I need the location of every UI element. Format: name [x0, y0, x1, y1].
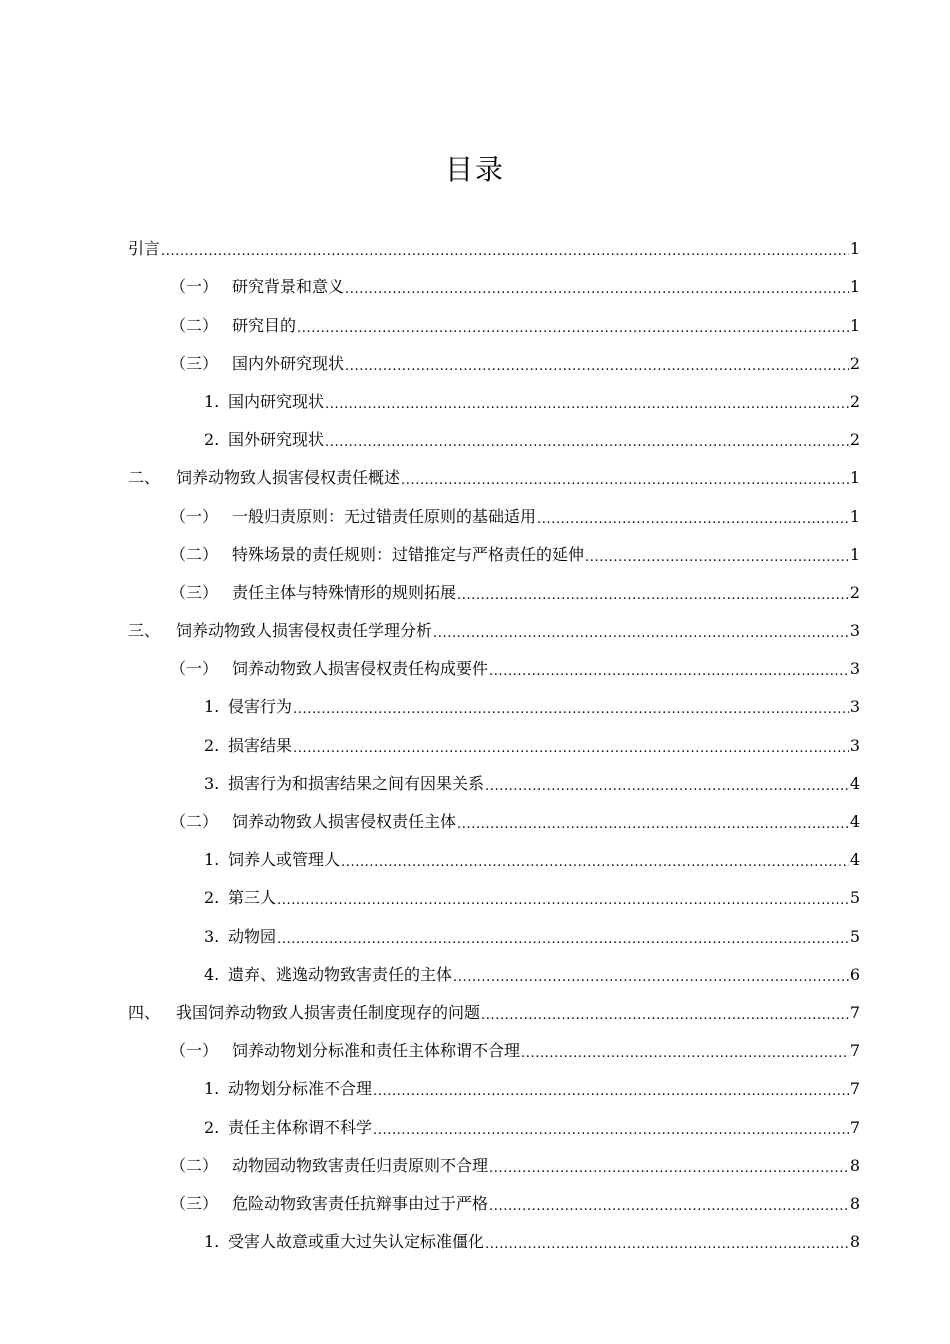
toc-entry-title: 饲养动物致人损害侵权责任主体 — [232, 812, 457, 831]
toc-entry-number: （三） — [170, 353, 219, 373]
toc-entry-page-number: 7 — [849, 1041, 860, 1061]
toc-entry-number: （二） — [170, 812, 219, 831]
toc-entry-title: 我国饲养动物致人损害责任制度现存的问题 — [176, 1002, 481, 1022]
toc-entry-page-number: 6 — [849, 964, 860, 984]
toc-dot-leader — [585, 544, 849, 566]
toc-entry-number: 2. — [204, 735, 220, 755]
toc-entry-title: 研究目的 — [232, 315, 297, 335]
toc-entry-number: 1. — [204, 697, 220, 717]
toc-entry-page-number: 1 — [849, 544, 860, 564]
toc-dot-leader — [457, 811, 849, 833]
toc-entry[interactable] — [128, 566, 860, 604]
toc-entry[interactable] — [128, 909, 860, 947]
table-of-contents — [128, 222, 860, 1253]
toc-entry-number: 2. — [204, 1117, 220, 1137]
toc-entry-title: 饲养动物致人损害侵权责任学理分析 — [176, 621, 433, 641]
toc-dot-leader — [345, 353, 849, 375]
toc-entry-number: （一） — [170, 506, 219, 526]
toc-entry-title: 饲养人或管理人 — [228, 850, 341, 870]
toc-entry[interactable] — [128, 1024, 860, 1062]
toc-entry-title: 动物园动物致害责任归责原则不合理 — [232, 1155, 489, 1175]
toc-entry-number: （一） — [170, 659, 219, 679]
toc-entry-number: 四、 — [128, 1002, 161, 1022]
toc-dot-leader — [521, 1040, 849, 1062]
toc-entry[interactable] — [128, 871, 860, 909]
toc-entry-title: 动物划分标准不合理 — [228, 1079, 373, 1099]
toc-entry-page-number: 7 — [849, 1079, 860, 1099]
toc-entry-page-number: 8 — [849, 1232, 860, 1252]
toc-dot-leader — [297, 315, 849, 337]
toc-entry[interactable] — [128, 298, 860, 336]
toc-dot-leader — [481, 1002, 849, 1024]
toc-entry-page-number: 4 — [849, 850, 860, 870]
toc-entry[interactable] — [128, 948, 860, 986]
toc-entry-title: 特殊场景的责任规则：过错推定与严格责任的延伸 — [232, 544, 585, 564]
toc-entry-title: 责任主体与特殊情形的规则拓展 — [232, 582, 457, 602]
toc-entry-number: （三） — [170, 582, 219, 602]
toc-dot-leader — [453, 964, 849, 986]
toc-entry-page-number: 3 — [849, 659, 860, 679]
toc-entry-page-number: 4 — [849, 812, 860, 831]
toc-entry[interactable] — [128, 1100, 860, 1138]
toc-entry[interactable] — [128, 795, 860, 833]
toc-entry-page-number: 1 — [849, 468, 860, 488]
toc-dot-leader — [325, 391, 849, 413]
toc-dot-leader — [277, 887, 849, 909]
toc-dot-leader — [401, 467, 849, 489]
toc-entry[interactable] — [128, 757, 860, 795]
toc-dot-leader — [161, 238, 849, 260]
toc-entry[interactable] — [128, 375, 860, 413]
toc-dot-leader — [485, 1231, 849, 1253]
toc-entry-title: 动物园 — [228, 926, 277, 946]
toc-entry-title: 遗弃、逃逸动物致害责任的主体 — [228, 964, 453, 984]
toc-dot-leader — [293, 735, 849, 757]
toc-entry[interactable] — [128, 833, 860, 871]
toc-dot-leader — [485, 773, 849, 795]
toc-entry-title: 饲养动物致人损害侵权责任构成要件 — [232, 659, 489, 679]
toc-dot-leader — [293, 696, 849, 718]
toc-entry-number: 1. — [204, 1232, 220, 1252]
toc-entry-title: 侵害行为 — [228, 697, 293, 717]
toc-entry-page-number: 2 — [849, 391, 860, 411]
toc-entry-title: 第三人 — [228, 888, 277, 908]
toc-entry[interactable] — [128, 222, 860, 260]
toc-entry[interactable] — [128, 413, 860, 451]
toc-entry-number: （一） — [170, 1041, 219, 1061]
toc-entry[interactable] — [128, 528, 860, 566]
toc-entry-title: 受害人故意或重大过失认定标准僵化 — [228, 1232, 485, 1252]
toc-entry[interactable] — [128, 337, 860, 375]
toc-entry-title: 危险动物致害责任抗辩事由过于严格 — [232, 1193, 489, 1213]
toc-entry-number: （三） — [170, 1193, 219, 1213]
toc-entry-title: 引言 — [128, 239, 161, 259]
toc-entry[interactable] — [128, 642, 860, 680]
toc-entry-page-number: 5 — [849, 888, 860, 908]
toc-entry-page-number: 1 — [849, 277, 860, 297]
toc-entry-number: 2. — [204, 430, 220, 450]
toc-entry-number: 1. — [204, 1079, 220, 1099]
toc-dot-leader — [433, 620, 849, 642]
toc-entry-title: 一般归责原则：无过错责任原则的基础适用 — [232, 506, 537, 526]
toc-dot-leader — [373, 1078, 849, 1100]
toc-dot-leader — [341, 849, 849, 871]
toc-entry-page-number: 3 — [849, 621, 860, 641]
toc-dot-leader — [489, 658, 849, 680]
toc-entry-title: 损害行为和损害结果之间有因果关系 — [228, 773, 485, 793]
toc-entry-number: 3. — [204, 773, 220, 793]
toc-entry-title: 饲养动物划分标准和责任主体称谓不合理 — [232, 1041, 521, 1061]
toc-entry-page-number: 8 — [849, 1155, 860, 1175]
toc-entry-number: （二） — [170, 315, 219, 335]
toc-dot-leader — [457, 582, 849, 604]
toc-entry-page-number: 1 — [849, 239, 860, 259]
toc-entry-number: 二、 — [128, 468, 161, 488]
toc-entry-page-number: 3 — [849, 697, 860, 717]
toc-entry-page-number: 1 — [849, 315, 860, 335]
toc-dot-leader — [277, 926, 849, 948]
toc-dot-leader — [345, 276, 849, 298]
toc-entry[interactable] — [128, 680, 860, 718]
toc-dot-leader — [373, 1117, 849, 1139]
toc-entry[interactable] — [128, 1177, 860, 1215]
toc-entry[interactable] — [128, 986, 860, 1024]
toc-dot-leader — [537, 506, 849, 528]
toc-entry[interactable] — [128, 260, 860, 298]
toc-entry-number: （二） — [170, 544, 219, 564]
toc-entry-number: 2. — [204, 888, 220, 908]
toc-entry-title: 国外研究现状 — [228, 430, 325, 450]
toc-dot-leader — [489, 1193, 849, 1215]
toc-entry-page-number: 1 — [849, 506, 860, 526]
toc-entry-number: 3. — [204, 926, 220, 946]
toc-entry-number: （一） — [170, 277, 219, 297]
toc-entry[interactable] — [128, 1215, 860, 1253]
toc-entry-page-number: 2 — [849, 582, 860, 602]
toc-entry-title: 损害结果 — [228, 735, 293, 755]
toc-entry-page-number: 8 — [849, 1193, 860, 1213]
toc-entry-title: 国内研究现状 — [228, 391, 325, 411]
toc-dot-leader — [489, 1155, 849, 1177]
toc-entry-number: 4. — [204, 964, 220, 984]
toc-entry-number: 三、 — [128, 621, 161, 641]
toc-entry[interactable] — [128, 1062, 860, 1100]
toc-entry-title: 研究背景和意义 — [232, 277, 345, 297]
toc-entry-page-number: 2 — [849, 430, 860, 450]
toc-dot-leader — [325, 429, 849, 451]
toc-entry-title: 国内外研究现状 — [232, 353, 345, 373]
toc-entry[interactable] — [128, 489, 860, 527]
toc-entry[interactable] — [128, 451, 860, 489]
toc-entry-number: 1. — [204, 850, 220, 870]
toc-entry-page-number: 4 — [849, 773, 860, 793]
toc-entry-title: 责任主体称谓不科学 — [228, 1117, 373, 1137]
toc-entry-page-number: 5 — [849, 926, 860, 946]
page-title: 目录 — [444, 153, 505, 186]
toc-entry-page-number: 3 — [849, 735, 860, 755]
toc-entry[interactable] — [128, 1139, 860, 1177]
toc-entry-page-number: 7 — [849, 1002, 860, 1022]
toc-entry-title: 饲养动物致人损害侵权责任概述 — [176, 468, 401, 488]
toc-entry[interactable] — [128, 718, 860, 756]
toc-entry-page-number: 2 — [849, 353, 860, 373]
toc-entry-number: 1. — [204, 391, 220, 411]
toc-entry-number: （二） — [170, 1155, 219, 1175]
toc-entry-page-number: 7 — [849, 1117, 860, 1137]
toc-entry[interactable] — [128, 604, 860, 642]
